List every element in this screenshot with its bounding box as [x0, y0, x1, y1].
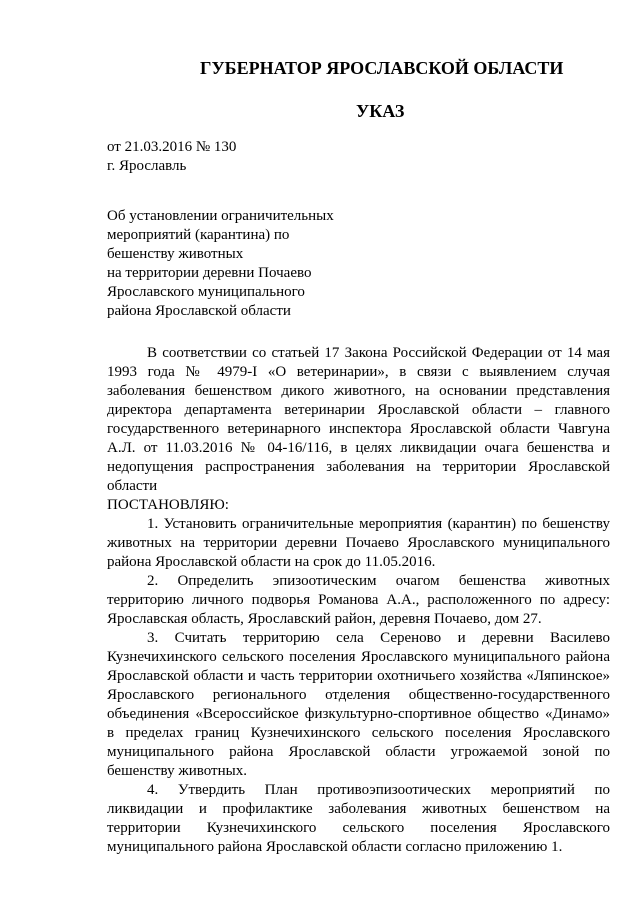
subject-line: района Ярославской области [107, 303, 291, 319]
subject-line: на территории деревни Почаево [107, 265, 312, 281]
city: г. Ярославль [107, 158, 187, 174]
clause-paragraph: 1. Установить ограничительные мероприятия (карантин) по бешенству животных на территории деревни Почаево Ярославского муниципального района Ярославской области на срок до 11.05.2016. [107, 516, 610, 570]
clause-paragraph: 2. Определить эпизоотическим очагом бешенства животных территорию личного подворья Романова А.А., расположенного по адресу: Ярославская область, Ярославский район, деревня Почаево, дом 27. [107, 573, 610, 627]
document-type: УКАЗ [356, 101, 405, 121]
subject-line: Об установлении ограничительных [107, 208, 334, 224]
clause-paragraph: 4. Утвердить План противоэпизоотических мероприятий по ликвидации и профилактике заболевания животных бешенством на территории Кузнечихинского сельского поселения Ярославского муниципального района Ярославской области согласно приложению 1. [107, 782, 610, 855]
document-body [107, 344, 610, 857]
resolve-heading: ПОСТАНОВЛЯЮ: [107, 497, 229, 513]
subject-line: бешенству животных [107, 246, 244, 262]
subject-block [107, 207, 407, 321]
date-number: от 21.03.2016 № 130 [107, 139, 237, 155]
subject-line: Ярославского муниципального [107, 284, 305, 300]
clause-paragraph: 3. Считать территорию села Сереново и деревни Василево Кузнечихинского сельского поселения Ярославского муниципального района Ярославской области и часть территории охотничьего хозяйства «Ляпинское» Ярославского регионального отделения общественно-государственного объединения «Всероссийское физкультурно-спортивное общество «Динамо» в пределах границ Кузнечихинского сельского поселения Ярославского муниципального района Ярославской области угрожаемой зоной по бешенству животных. [107, 630, 610, 779]
subject-line: мероприятий (карантина) по [107, 227, 290, 243]
issuer-title: ГУБЕРНАТОР ЯРОСЛАВСКОЙ ОБЛАСТИ [200, 58, 564, 78]
preamble-paragraph: В соответствии со статьей 17 Закона Российской Федерации от 14 мая 1993 года № 4979-I «О ветеринарии», в связи с выявлением случая заболевания бешенством дикого животного, на основании представления директора департамента ветеринарии Ярославской области – главного государственного ветеринарного инспектора Ярославской области Чавгуна А.Л. от 11.03.2016 № 04-16/116, в целях ликвидации очага бешенства и недопущения распространения заболевания на территории Ярославской области [107, 345, 610, 494]
